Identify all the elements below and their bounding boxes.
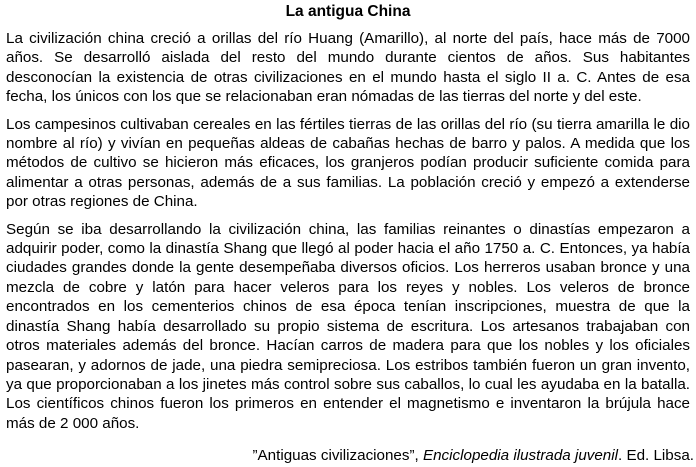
- source-prefix: ”Antiguas civilizaciones”,: [252, 447, 423, 464]
- document-title: La antigua China: [285, 3, 411, 20]
- source-suffix: . Ed. Libsa.: [618, 447, 694, 464]
- source-citation: [252, 446, 694, 465]
- paragraph-dynasties: Según se iba desarrollando la civilización china, las familias reinantes o dinastías empezaron a adquirir poder, como la dinastía Shang que llegó al poder hacia el año 1750 a. C. Entonces, ya había ciudades grandes donde la gente desempeñaba diversos oficios. Los herreros usaban bronce y una mezcla de cobre y latón para hacer veleros para los reyes y nobles. Los veleros de bronce encontrados en los cementerios chinos de esa época tenían inscripciones, muestra de que la dinastía Shang había desarrollado su propio sistema de escritura. Los artesanos trabajaban con otros materiales además del bronce. Hacían carros de madera para que los nobles y los oficiales pasearan, y adornos de jade, una piedra semipreciosa. Los estribos también fueron un gran invento, ya que proporcionaban a los jinetes más control sobre sus caballos, lo cual les ayudaba en la batalla. Los científicos chinos fueron los primeros en entender el magnetismo e inventaron la brújula hace más de 2 000 años.: [6, 220, 690, 432]
- source-work-title: Enciclopedia ilustrada juvenil: [422, 447, 619, 464]
- paragraph-farmers: Los campesinos cultivaban cereales en las fértiles tierras de las orillas del río (su tierra amarilla le dio nombre al río) y vivían en pequeñas aldeas de cabañas hechas de barro y palos. A medida que los métodos de cultivo se hicieron más eficaces, los granjeros podían producir suficiente comida para alimentar a otras personas, además de a sus familias. La población creció y empezó a extenderse por otras regiones de China.: [6, 115, 690, 211]
- paragraph-origins: La civilización china creció a orillas del río Huang (Amarillo), al norte del país, hace más de 7000 años. Se desarrolló aislada del resto del mundo durante cientos de años. Sus habitantes desconocían la existencia de otras civilizaciones en el mundo hasta el siglo II a. C. Antes de esa fecha, los únicos con los que se relacionaban eran nómadas de las tierras del norte y del este.: [6, 30, 690, 106]
- document-page: [6, 0, 690, 441]
